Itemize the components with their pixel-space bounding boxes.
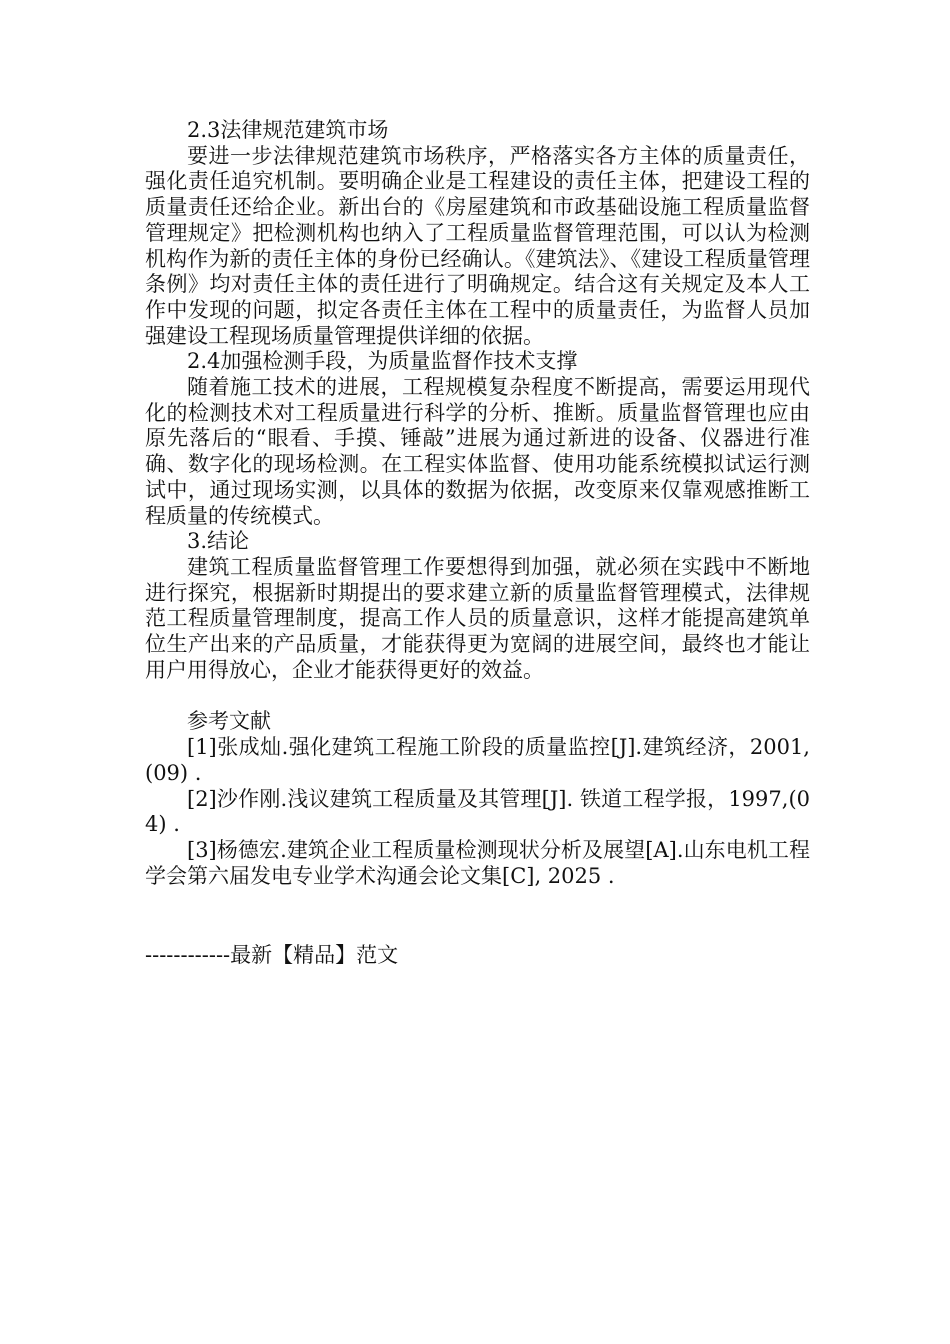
document-body [145, 118, 810, 889]
footer-text: ------------最新【精品】范文 [145, 943, 399, 967]
blank-line [145, 683, 810, 709]
section-heading-2-4: 2.4加强检测手段，为质量监督作技术支撑 [187, 349, 578, 374]
section-heading-2-3: 2.3法律规范建筑市场 [187, 118, 389, 142]
references-heading: 参考文献 [187, 709, 271, 734]
section-body-3: 建筑工程质量监督管理工作要想得到加强，就必须在实践中不断地进行探究，根据新时期提出的要求建立新的质量监督管理模式，法律规范工程质量管理制度，提高工作人员的质量意识，这样才能提高建筑单位生产出来的产品质量，才能获得更为宽阔的进展空间，最终也才能让用户用得放心，企业才能获得更好的效益。 [145, 554, 810, 682]
section-heading-3: 3.结论 [187, 529, 250, 554]
section-body-2-3: 要进一步法律规范建筑市场秩序，严格落实各方主体的质量责任，强化责任追究机制。要明确企业是工程建设的责任主体，把建设工程的质量责任还给企业。新出台的《房屋建筑和市政基础设施工程质量监督管理规定》把检测机构也纳入了工程质量监督管理范围，可以认为检测机构作为新的责任主体的身份已经确认。《建筑法》、《建设工程质量管理条例》均对责任主体的责任进行了明确规定。结合这有关规定及本人工作中发现的问题，拟定各责任主体在工程中的质量责任，为监督人员加强建设工程现场质量管理提供详细的依据。 [145, 143, 810, 348]
reference-item-3: [3]杨德宏.建筑企业工程质量检测现状分析及展望[A].山东电机工程学会第六届发电专业学术沟通会论文集[C], 2025 . [145, 837, 810, 888]
section-body-2-4: 随着施工技术的进展，工程规模复杂程度不断提高，需要运用现代化的检测技术对工程质量进行科学的分析、推断。质量监督管理也应由原先落后的“眼看、手摸、锤敲”进展为通过新进的设备、仪器进行准确、数字化的现场检测。在工程实体监督、使用功能系统模拟试运行测试中，通过现场实测，以具体的数据为依据，改变原来仅靠观感推断工程质量的传统模式。 [145, 375, 810, 528]
reference-item-2: [2]沙作刚.浅议建筑工程质量及其管理[J]. 铁道工程学报，1997,(04) . [145, 786, 810, 837]
reference-item-1: [1]张成灿.强化建筑工程施工阶段的质量监控[J].建筑经济，2001,(09) . [145, 735, 810, 785]
